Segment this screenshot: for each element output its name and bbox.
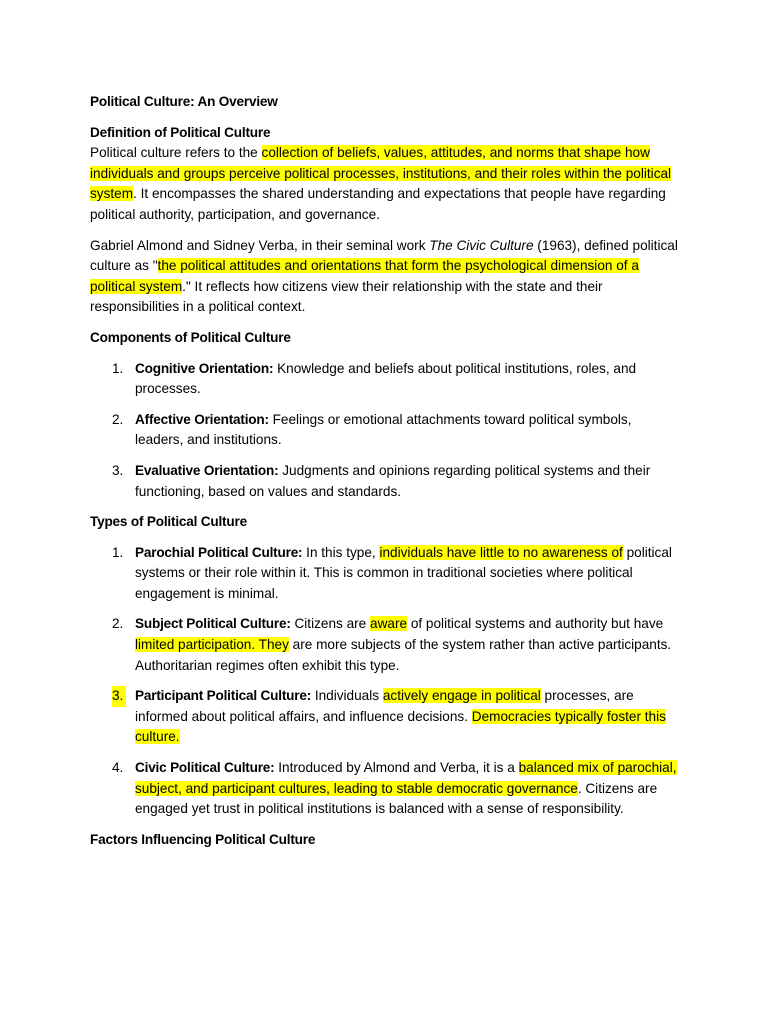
types-heading: Types of Political Culture (90, 514, 247, 530)
text-run: Feelings or emotional attachments toward political symbols, leaders, and institutions. (135, 411, 632, 448)
factors-heading: Factors Influencing Political Culture (90, 831, 316, 847)
list-number: 1. (112, 360, 124, 376)
list-item (90, 543, 680, 605)
list-item (90, 614, 680, 676)
highlighted-text: actively engage in political (382, 688, 541, 704)
text-run: Gabriel Almond and Sidney Verba, in their seminal work (90, 237, 430, 253)
term: Parochial Political Culture: (135, 544, 303, 560)
text-run: Political culture refers to the (90, 145, 262, 161)
list-number: 3. (112, 462, 124, 478)
document-page (90, 92, 680, 850)
highlighted-text: the political attitudes and orientations that form the psychological dimension of a political system (90, 258, 639, 294)
term: Civic Political Culture: (135, 760, 275, 776)
text-run: political systems or their role within it. This is common in traditional societies where political engagement is minimal. (135, 544, 672, 601)
text-run: Citizens are (290, 616, 371, 632)
definition-paragraph-2 (90, 236, 680, 318)
list-item (90, 359, 680, 400)
text-run: processes, are informed about political affairs, and influence decisions. (135, 688, 634, 724)
highlighted-text: balanced mix of parochial, subject, and participant cultures, leading to stable democratic governance (135, 760, 677, 796)
text-run: Introduced by Almond and Verba, it is a (274, 760, 519, 776)
list-item (90, 461, 680, 502)
highlighted-text: limited participation. They (135, 637, 289, 653)
text-run: Knowledge and beliefs about political institutions, roles, and processes. (135, 360, 637, 397)
list-number: 4. (112, 760, 124, 776)
text-run: In this type, (302, 544, 380, 560)
list-number: 1. (112, 544, 124, 560)
text-run: (1963), defined political culture as " (90, 237, 678, 274)
term: Subject Political Culture: (135, 616, 291, 632)
definition-heading: Definition of Political Culture (90, 124, 271, 140)
list-number: 3. (112, 686, 126, 707)
list-number: 2. (112, 411, 124, 427)
text-run: . Citizens are engaged yet trust in political institutions is balanced with a sense of responsibility. (135, 780, 658, 817)
list-item (90, 686, 680, 748)
text-run: of political systems and authority but have (407, 616, 664, 632)
text-run: are more subjects of the system rather than active participants. Authoritarian regimes often exhibit this type. (135, 637, 672, 673)
document-title: Political Culture: An Overview (90, 94, 278, 109)
list-number: 2. (112, 616, 124, 632)
highlighted-text: collection of beliefs, values, attitudes, and norms that shape how individuals and groups perceive political processes, institutions, and their roles within the political system (90, 145, 672, 202)
list-item (90, 410, 680, 451)
text-run: Judgments and opinions regarding political systems and their functioning, based on values and standards. (135, 462, 651, 499)
highlighted-text: individuals have little to no awareness of (379, 544, 623, 560)
term: Evaluative Orientation: (135, 462, 279, 478)
highlighted-text: aware (370, 616, 408, 632)
components-list (90, 359, 680, 503)
types-list (90, 543, 680, 820)
list-item (90, 758, 680, 820)
term: Affective Orientation: (135, 411, 269, 427)
text-run: . It encompasses the shared understanding and expectations that people have regarding political authority, participation, and governance. (90, 186, 666, 222)
text-run: ." It reflects how citizens view their relationship with the state and their responsibilities in a political context. (90, 278, 603, 315)
components-heading: Components of Political Culture (90, 329, 291, 345)
text-run: Individuals (311, 688, 383, 704)
highlighted-text: Democracies typically foster this culture. (135, 708, 666, 745)
definition-paragraph-1 (90, 143, 680, 225)
term: Cognitive Orientation: (135, 360, 274, 376)
book-title: The Civic Culture (429, 237, 534, 253)
term: Participant Political Culture: (135, 688, 312, 704)
